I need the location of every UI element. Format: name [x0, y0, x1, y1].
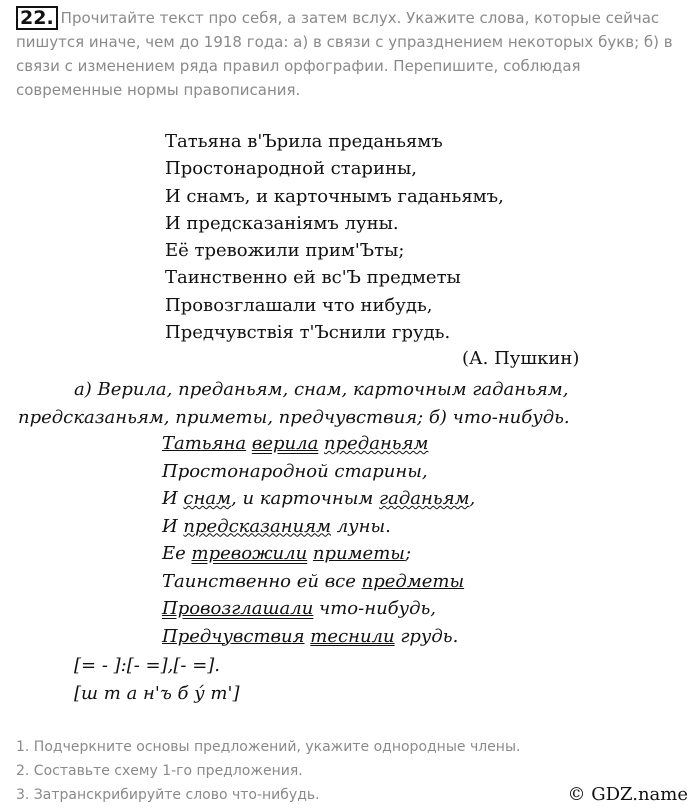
rewritten-line-2: Простонародной старины,	[162, 460, 428, 482]
subject-word: приметы	[312, 543, 405, 564]
object-word: предсказаниям	[183, 515, 331, 537]
questions-list	[16, 735, 520, 807]
rewritten-line-7: Провозглашали что-нибудь,	[162, 598, 437, 619]
subject-word: Татьяна	[162, 433, 247, 454]
poem-author: (А. Пушкин)	[462, 348, 580, 369]
task-number: 22.	[16, 6, 58, 30]
answer-text	[18, 376, 688, 432]
sentence-schema	[74, 652, 239, 708]
task-header	[16, 6, 688, 102]
object-word: гаданьям	[379, 488, 470, 509]
subject-word: Предчувствия	[162, 625, 305, 647]
predicate-word: тревожили	[191, 543, 308, 564]
transcription: [ш т а н'ъ б у́ т']	[74, 683, 240, 704]
question-item: 3. Затранскрибируйте слово что-нибудь.	[16, 787, 320, 803]
poem-line: Таинственно ей вс'Ъ предметы	[165, 267, 461, 289]
original-poem	[165, 128, 504, 346]
question-item: 1. Подчеркните основы предложений, укажите однородные члены.	[16, 739, 521, 755]
poem-line: И снамъ, и карточнымъ гаданьямъ,	[165, 185, 504, 207]
rewritten-poem	[162, 430, 475, 650]
answer-body: а) Верила, преданьям, снам, карточным гаданьям, предсказаньям, приметы, предчувствия; б) что-нибудь.	[18, 379, 570, 428]
poem-line: Простонародной старины,	[165, 158, 417, 180]
rewritten-line-5: Ее тревожили приметы;	[162, 543, 412, 564]
poem-line: И предсказаніямъ луны.	[165, 212, 399, 234]
rewritten-line-8: Предчувствия теснили грудь.	[162, 625, 459, 647]
subject-word: предметы	[361, 570, 465, 592]
task-instruction: Прочитайте текст про себя, а затем вслух. Укажите слова, которые сейчас пишутся иначе, чем до 1918 года: а) в связи с упразднением некоторых букв; б) в связи с изменением ряда правил орфографии. Перепишите, соблюдая современные нормы правописания.	[16, 9, 673, 99]
poem-line: Татьяна в'Ърила преданьямъ	[165, 131, 443, 152]
question-item: 2. Составьте схему 1-го предложения.	[16, 763, 303, 779]
poem-line: Провозглашали что нибудь,	[165, 294, 433, 316]
schema-pattern: [= - ]:[- =],[- =].	[74, 655, 221, 676]
rewritten-line-1	[162, 430, 475, 458]
poem-line: Предчувствія т'Ъснили грудь.	[165, 322, 451, 344]
object-word: снам	[183, 488, 232, 509]
predicate-word: Провозглашали	[162, 598, 314, 619]
object-word: преданьям	[324, 433, 429, 454]
rewritten-line-4: И предсказаниям луны.	[162, 515, 391, 537]
poem-line: Её тревожили прим'Ъты;	[165, 240, 405, 262]
predicate-word: теснили	[310, 625, 395, 647]
copyright-notice: © GDZ.name	[567, 784, 688, 805]
rewritten-line-6: Таинственно ей все предметы	[162, 570, 465, 592]
predicate-word: верила	[251, 433, 319, 454]
rewritten-line-3: И снам, и карточным гаданьям,	[162, 488, 476, 509]
